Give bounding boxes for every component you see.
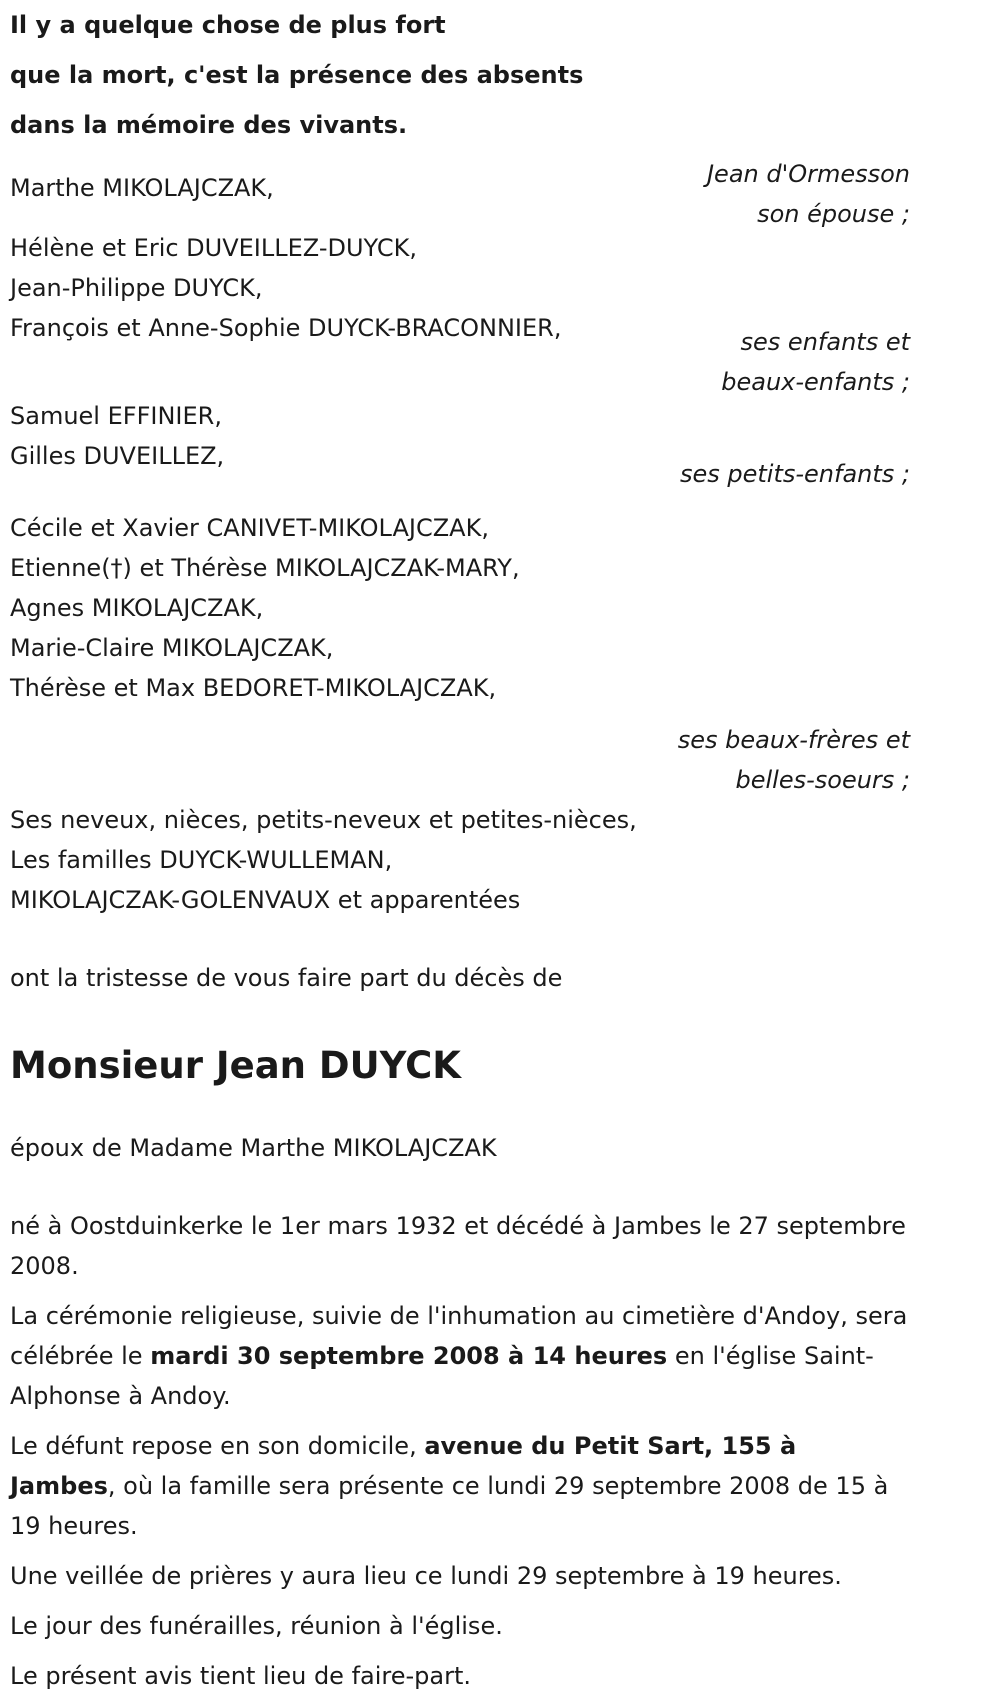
deceased-name: Monsieur Jean DUYCK xyxy=(10,1044,461,1087)
child-name: François et Anne-Sophie DUYCK-BRACONNIER, xyxy=(10,314,562,342)
ceremony-paragraph xyxy=(10,1296,910,1416)
grandchildren-role: ses petits-enfants ; xyxy=(679,460,910,488)
in-law-name: Thérèse et Max BEDORET-MIKOLAJCZAK, xyxy=(10,674,497,702)
grandchild-name: Gilles DUVEILLEZ, xyxy=(10,442,225,470)
visitation-details: , où la famille sera présente ce lundi 29 septembre 2008 de 15 à 19 heures. xyxy=(10,1472,889,1540)
in-laws-list xyxy=(10,508,910,708)
children-role: beaux-enfants ; xyxy=(721,368,910,396)
birth-death: né à Oostduinkerke le 1er mars 1932 et décédé à Jambes le 27 septembre 2008. xyxy=(10,1212,906,1280)
grandchild-name: Samuel EFFINIER, xyxy=(10,402,222,430)
quote xyxy=(10,0,910,150)
quote-line: Il y a quelque chose de plus fort xyxy=(10,11,446,39)
in-law-name: Cécile et Xavier CANIVET-MIKOLAJCZAK, xyxy=(10,514,489,542)
children-role: ses enfants et xyxy=(740,328,910,356)
child-name: Jean-Philippe DUYCK, xyxy=(10,274,263,302)
announcement: ont la tristesse de vous faire part du décès de xyxy=(10,964,563,992)
vigil: Une veillée de prières y aura lieu ce lundi 29 septembre à 19 heures. xyxy=(10,1562,842,1590)
quote-author: Jean d'Ormesson xyxy=(706,160,910,188)
ceremony-location: en l'église Saint-Alphonse à Andoy. xyxy=(10,1342,874,1410)
ceremony-text: La cérémonie religieuse, suivie de l'inhumation au cimetière d'Andoy, sera célébrée le xyxy=(10,1302,908,1370)
visitation-text: Le défunt repose en son domicile, xyxy=(10,1432,425,1460)
in-law-name: Marie-Claire MIKOLAJCZAK, xyxy=(10,634,334,662)
visitation-address: avenue du Petit Sart, 155 à Jambes xyxy=(10,1432,797,1500)
other-relative-line: Les familles DUYCK-WULLEMAN, xyxy=(10,846,393,874)
spouse-of: époux de Madame Marthe MIKOLAJCZAK xyxy=(10,1134,497,1162)
in-law-name: Etienne(†) et Thérèse MIKOLAJCZAK-MARY, xyxy=(10,554,520,582)
other-relative-line: Ses neveux, nièces, petits-neveux et petites-nièces, xyxy=(10,806,637,834)
quote-line: que la mort, c'est la présence des absents xyxy=(10,61,584,89)
other-relative-line: MIKOLAJCZAK-GOLENVAUX et apparentées xyxy=(10,886,521,914)
other-relatives xyxy=(10,800,910,920)
quote-line: dans la mémoire des vivants. xyxy=(10,111,408,139)
child-name: Hélène et Eric DUVEILLEZ-DUYCK, xyxy=(10,234,417,262)
in-laws-role: belles-soeurs ; xyxy=(735,766,910,794)
spouse-name: Marthe MIKOLAJCZAK, xyxy=(10,174,274,202)
spouse-role: son épouse ; xyxy=(757,200,910,228)
in-law-name: Agnes MIKOLAJCZAK, xyxy=(10,594,264,622)
funeral-day: Le jour des funérailles, réunion à l'église. xyxy=(10,1612,503,1640)
notice: Le présent avis tient lieu de faire-part. xyxy=(10,1662,472,1690)
in-laws-role: ses beaux-frères et xyxy=(677,726,910,754)
visitation-paragraph xyxy=(10,1426,910,1546)
ceremony-datetime: mardi 30 septembre 2008 à 14 heures xyxy=(150,1342,668,1370)
